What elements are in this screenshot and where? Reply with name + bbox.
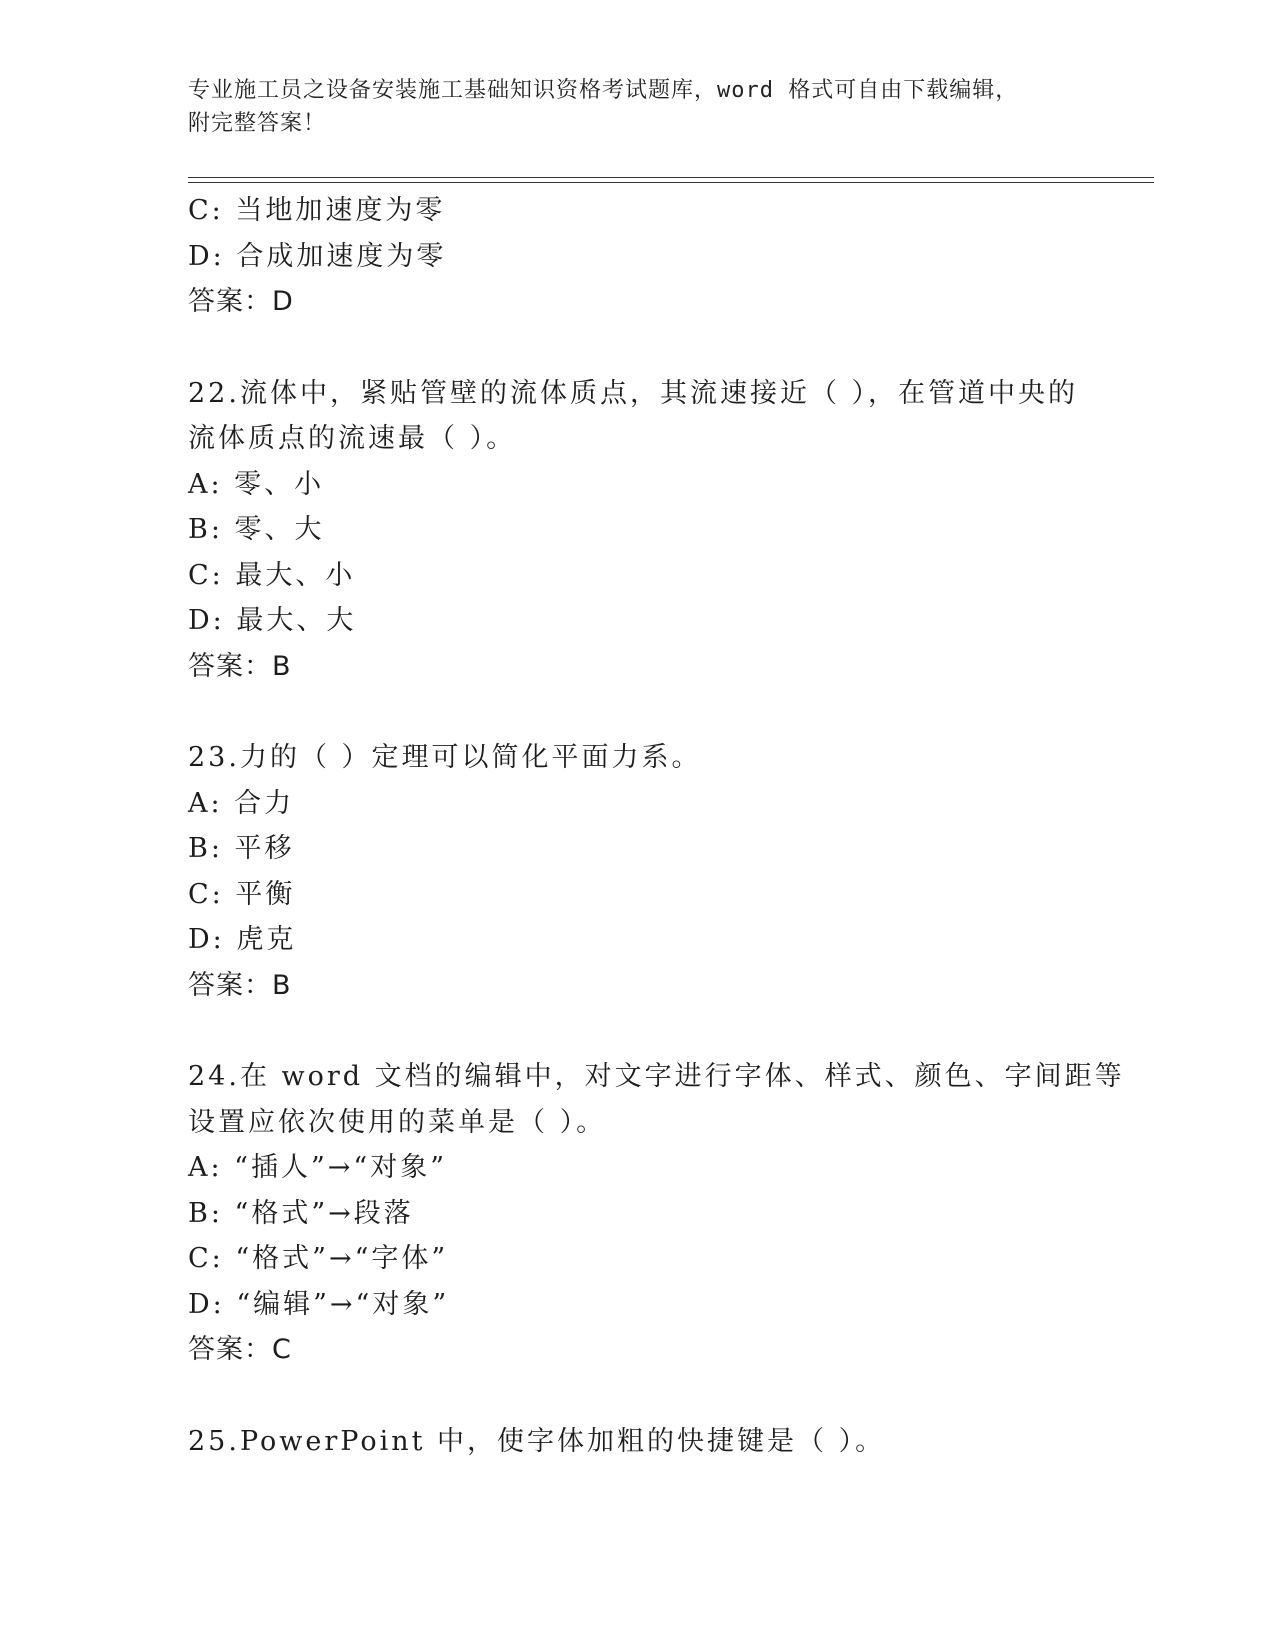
question-22 bbox=[188, 371, 1088, 690]
option-d: D: 合成加速度为零 bbox=[188, 240, 447, 272]
question-stem: 流体质点的流速最（ ）。 bbox=[188, 423, 517, 454]
answer-line: 答案：D bbox=[188, 286, 294, 317]
option-d: D: 最大、大 bbox=[188, 605, 357, 636]
question-25 bbox=[188, 1419, 1088, 1465]
header-title-line: 专业施工员之设备安装施工基础知识资格考试题库，word 格式可自由下载编辑， bbox=[188, 78, 1019, 103]
option-c: C: 平衡 bbox=[188, 878, 296, 910]
answer-line: 答案：C bbox=[188, 1334, 292, 1365]
spacer bbox=[188, 689, 1088, 735]
header-title-line: 附完整答案！ bbox=[188, 111, 327, 136]
document-header bbox=[188, 74, 1068, 140]
question-stem: 24.在 word 文档的编辑中，对文字进行字体、样式、颜色、字间距等 bbox=[188, 1061, 1125, 1092]
header-divider bbox=[188, 177, 1154, 178]
option-a: A: “插人”→“对象” bbox=[188, 1152, 448, 1183]
option-b: B: 平移 bbox=[188, 833, 295, 864]
option-c: C: 最大、小 bbox=[188, 559, 356, 591]
option-a: A: 零、小 bbox=[188, 468, 325, 500]
option-c: C: “格式”→“字体” bbox=[188, 1243, 449, 1274]
spacer bbox=[188, 1008, 1088, 1054]
spacer bbox=[188, 325, 1088, 371]
header-divider bbox=[188, 182, 1154, 183]
question-stem: 设置应依次使用的菜单是（ ）。 bbox=[188, 1106, 607, 1138]
option-b: B: “格式”→段落 bbox=[188, 1197, 414, 1229]
question-stem: 23.力的（ ）定理可以简化平面力系。 bbox=[188, 742, 702, 773]
option-d: D: 虎克 bbox=[188, 924, 297, 955]
question-23 bbox=[188, 735, 1088, 1008]
question-stem: 25.PowerPoint 中，使字体加粗的快捷键是（ ）。 bbox=[188, 1425, 886, 1457]
answer-line: 答案：B bbox=[188, 969, 292, 1001]
option-a: A: 合力 bbox=[188, 787, 295, 819]
option-b: B: 零、大 bbox=[188, 514, 325, 545]
spacer bbox=[188, 1373, 1088, 1419]
option-c: C: 当地加速度为零 bbox=[188, 195, 446, 226]
question-24 bbox=[188, 1054, 1125, 1373]
question-stem: 22.流体中，紧贴管壁的流体质点，其流速接近（ ），在管道中央的 bbox=[188, 377, 1079, 409]
answer-line: 答案：B bbox=[188, 650, 292, 682]
question-list bbox=[188, 188, 1125, 1464]
option-d: D: “编辑”→“对象” bbox=[188, 1288, 450, 1320]
question-21-fragment bbox=[188, 188, 1088, 325]
